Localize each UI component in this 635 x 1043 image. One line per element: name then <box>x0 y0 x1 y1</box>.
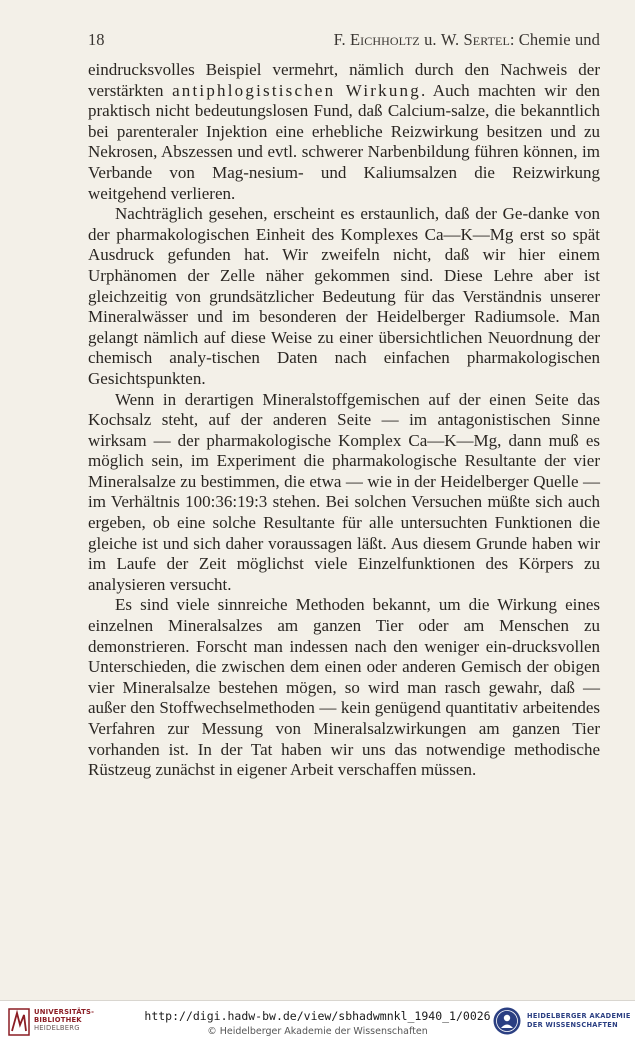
running-head <box>334 30 600 50</box>
paragraph-2: Nachträglich gesehen, erscheint es erstaunlich, daß der Ge-danke von der pharmakologischen Einheit des Komplexes Ca—K—Mg erst so spät Ausdruck gefunden hat. Wir zweifeln nicht, daß wir hier einem Urphänomen der Zelle näher gekommen sind. Diese Lehre aber ist gleichzeitig von grundsätzlicher Bedeutung für das Verständnis unserer Mineralwässer und im besonderen der Heidelberger Radiumsole. Man gelangt nämlich auf diese Weise zu einer übersichtlichen Neuordnung der chemisch analy-tischen Daten nach einfachen pharmakologischen Gesichtspunkten. <box>88 204 600 388</box>
running-head-join: u. <box>419 30 441 49</box>
copyright-notice: © Heidelberger Akademie der Wissenschaften <box>207 1026 428 1037</box>
ub-line-1: UNIVERSITÄTS- <box>34 1008 95 1016</box>
ub-line-3: HEIDELBERG <box>34 1024 80 1032</box>
academy-line-1: HEIDELBERGER AKADEMIE <box>527 1012 631 1020</box>
ub-line-2: BIBLIOTHEK <box>34 1016 82 1024</box>
academy-seal-icon <box>492 1006 522 1036</box>
paragraph-3: Wenn in derartigen Mineralstoffgemischen auf der einen Seite das Kochsalz steht, auf der anderen Seite — im antagonistischen Sinne wirksam — der pharmakologische Komplex Ca—K—Mg, dann muß es möglich sein, im Experiment die pharmakologische Resultante der vier Mineralsalze zu bestimmen, die etwa — wie in der Heidelberger Quelle — im Verhältnis 100:36:19:3 stehen. Bei solchen Versuchen müßte sich auch ergeben, ob eine solche Resultante für alle untersuchten Funktionen die gleiche ist und sich daher voraussagen läßt. Aus diesem Grunde haben wir im Laufe der Zeit möglichst viele Einzelfunktionen des Körpers zu analysieren versucht. <box>88 389 600 594</box>
page-number: 18 <box>88 30 105 49</box>
paragraph-1-emphasis: antiphlogistischen Wirkung <box>172 80 421 100</box>
academy-line-2: DER WISSENSCHAFTEN <box>527 1021 618 1029</box>
running-head-author-1: F. Eichholtz <box>333 30 420 49</box>
paragraph-1-start: eindrucksvolles Beispiel vermehrt, nämlich durch den Nachweis der verstärkten <box>88 60 600 100</box>
paragraph-1 <box>88 60 600 204</box>
paragraph-4: Es sind viele sinnreiche Methoden bekannt, um die Wirkung eines einzelnen Mineralsalzes am ganzen Tier oder am Menschen zu demonstrieren. Forscht man indessen nach den weniger ein-drucksvollen Unterschieden, die zwischen dem einen oder anderen Gemisch der obigen vier Mineralsalze bestehen mögen, so wird man rasch gewahr, daß — außer den Stoffwechselmethoden — kein genügend quantitativ arbeitendes Verfahren zur Messung von Mineralsalzwirkungen am ganzen Tier vorhanden ist. In der Tat haben wir uns das notwendige methodische Rüstzeug zunächst in eigener Arbeit verschaffen müssen. <box>88 595 600 780</box>
paragraph-1-end: . Auch machten wir den praktisch nicht bedeutungslosen Fund, daß Calcium-salze, die bekanntlich bei parenteraler Injektion eine erhebliche Reizwirkung besitzen und zu Nekrosen, Abszessen und evtl. schwerer Narbenbildung führen können, im Verbande von Mag-nesium- und Kaliumsalzen die Reizwirkung weitgehend verlieren. <box>88 80 600 203</box>
permalink-url[interactable]: http://digi.hadw-bw.de/view/sbhadwmnkl_1940_1/0026 <box>144 1009 491 1023</box>
running-head-author-2: W. Sertel <box>440 30 510 49</box>
page-header <box>88 30 600 52</box>
body-text <box>88 60 600 781</box>
running-head-rest: : Chemie und <box>509 30 600 49</box>
viewer-footer <box>0 1000 635 1043</box>
academy-label <box>527 1012 631 1030</box>
